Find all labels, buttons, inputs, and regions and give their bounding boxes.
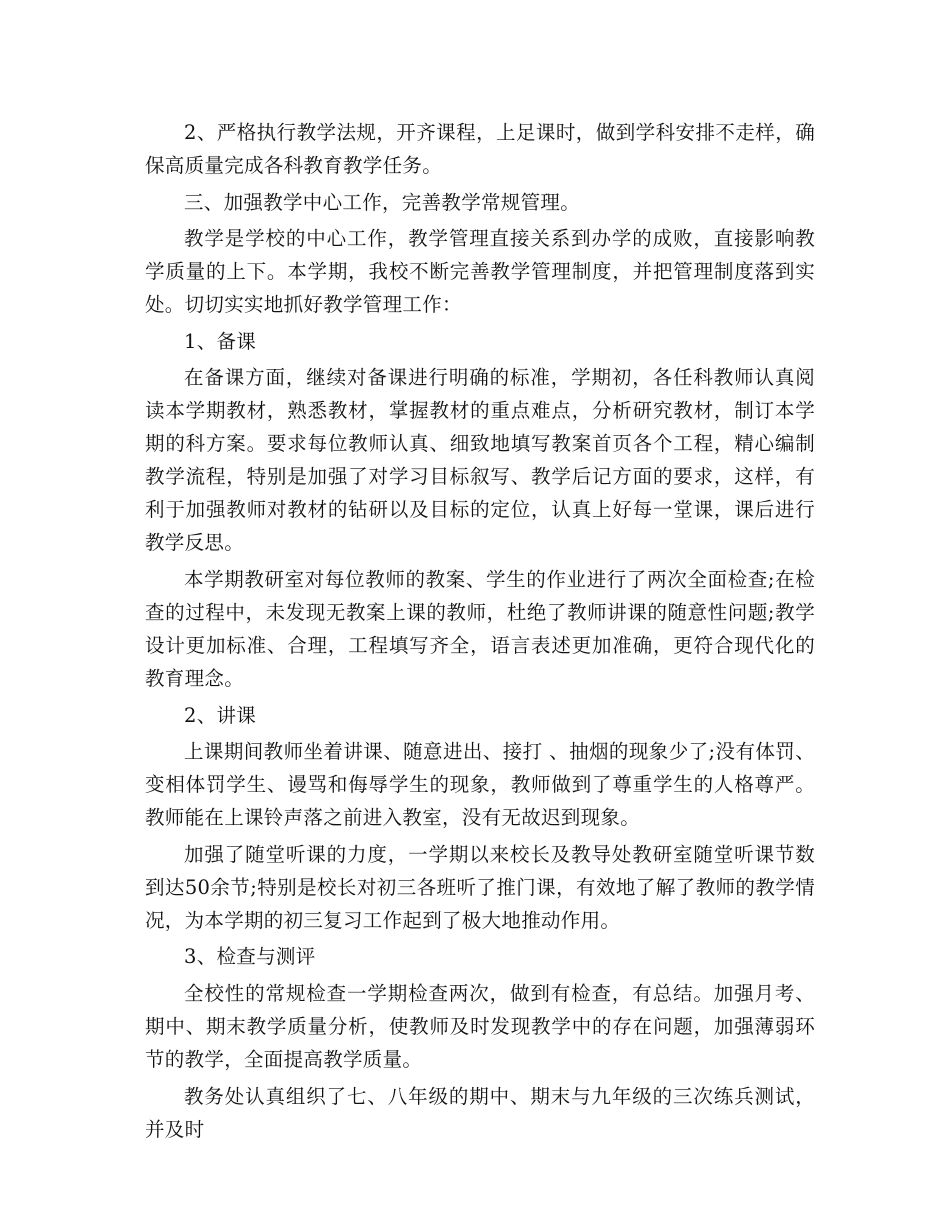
paragraph-teaching-center: 教学是学校的中心工作，教学管理直接关系到办学的成败，直接影响教学质量的上下。本学期，我校不断完善教学管理制度，并把管理制度落到实处。切切实实地抓好教学管理工作： xyxy=(145,227,815,317)
section-heading-teaching-management: 三、加强教学中心工作，完善教学常规管理。 xyxy=(184,190,581,214)
subheading-inspection: 3、检查与测评 xyxy=(184,945,316,969)
paragraph-lesson-prep: 在备课方面，继续对备课进行明确的标准，学期初，各任科教师认真阅读本学期教材，熟悉教材，掌握教材的重点难点，分析研究教材，制订本学期的科方案。要求每位教师认真、细致地填写教案首页各个工程，精心编制教学流程，特别是加强了对学习目标叙写、教学后记方面的要求，这样，有利于加强教师对教材的钻研以及目标的定位，认真上好每一堂课，课后进行教学反思。 xyxy=(145,366,815,555)
subheading-lesson-prep: 1、备课 xyxy=(184,329,257,353)
paragraph-class-observation: 加强了随堂听课的力度，一学期以来校长及教导处教研室随堂听课节数到达50余节;特别是校长对初三各班听了推门课，有效地了解了教师的教学情况，为本学期的初三复习工作起到了极大地推动作用。 xyxy=(145,842,815,932)
paragraph-classroom-conduct: 上课期间教师坐着讲课、随意进出、接打 、抽烟的现象少了;没有体罚、变相体罚学生、谩骂和侮辱学生的现象，教师做到了尊重学生的人格尊严。教师能在上课铃声落之前进入教室，没有无故迟到现象。 xyxy=(145,740,815,830)
paragraph-routine-inspection: 全校性的常规检查一学期检查两次，做到有检查，有总结。加强月考、期中、期末教学质量分析，使教师及时发现教学中的存在问题，加强薄弱环节的教学，全面提高教学质量。 xyxy=(145,981,815,1071)
subheading-lecturing: 2、讲课 xyxy=(184,703,257,727)
document-body xyxy=(145,116,815,1149)
paragraph-lesson-plan-check: 本学期教研室对每位教师的教案、学生的作业进行了两次全面检查;在检查的过程中，未发现无教案上课的教师，杜绝了教师讲课的随意性问题;教学设计更加标准、合理，工程填写齐全，语言表述更加准确，更符合现代化的教育理念。 xyxy=(145,567,815,690)
paragraph-exam-organization: 教务处认真组织了七、八年级的期中、期末与九年级的三次练兵测试，并及时 xyxy=(145,1084,815,1141)
paragraph-item-2-curriculum: 2、严格执行教学法规，开齐课程，上足课时，做到学科安排不走样，确保高质量完成各科教育教学任务。 xyxy=(145,121,815,177)
